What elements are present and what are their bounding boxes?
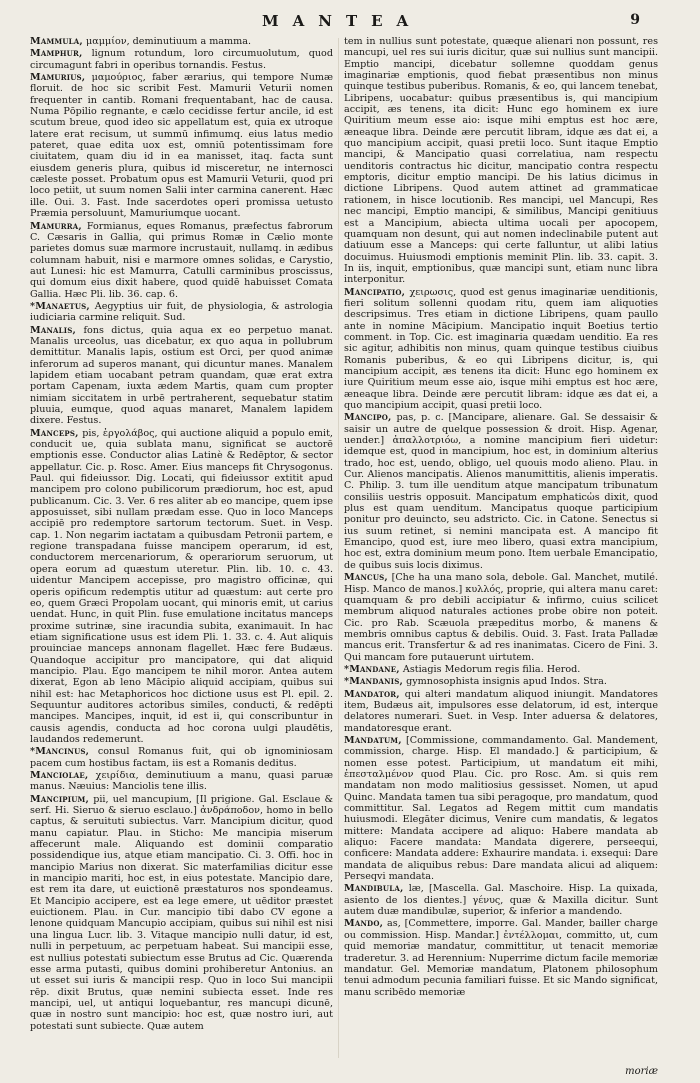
entry-headword: Mammula, xyxy=(30,36,83,47)
dictionary-entry xyxy=(30,48,333,71)
entry-text: lignum rotundum, loro circumuolutum, quod circumagunt fabri in operibus tornandis. Festus. xyxy=(30,48,333,71)
entry-headword: Mamurra, xyxy=(30,220,82,232)
entry-headword: Mandatum, xyxy=(344,734,402,746)
entry-text: læ, [Mascella. Gal. Maschoire. Hisp. La quixada, asiento de los dientes.] γένυς, quæ & Maxilla dicitur. Sunt autem duæ mandibulæ, superior, & inferior a mandendo. xyxy=(344,883,658,918)
dictionary-entry xyxy=(344,676,658,687)
entry-text: as, [Commettere, imporre. Gal. Mander, bailler charge ou commission. Hisp. Mandar.] ἐντέλλομαι, committo, ut, cum quid memoriæ mandatur, committitur, ut tenacit memoriæ traderetur. 3. ad Herennium: Nuperrime dictum facile memoriæ mandatur. Gel. Memoriæ mandatum, Platonem philosophum tenui admodum pecunia familiari fuisse. Et sic Mando significat, manu scribēdo memoriæ xyxy=(344,918,658,998)
dictionary-entry xyxy=(30,301,333,324)
dictionary-entry xyxy=(30,428,333,746)
entry-headword: Mamurius, xyxy=(30,72,86,84)
entry-text: Astiagis Medorum regis filia. Herod. xyxy=(402,663,581,675)
entry-text: gymnosophista insignis apud Indos. Stra. xyxy=(406,676,607,688)
entry-headword: Manciolae, xyxy=(30,770,89,781)
catchword: moriæ xyxy=(625,1066,658,1077)
entry-text: [Che ha una mano sola, debole. Gal. Manchet, mutilé. Hisp. Manco de manos.] κυλλός, proprie, qui altera manu caret: quamquam & pro debili accipiatur & infirmo, cuius scilicet membrum aliquod naturales actiones probe obire non poteit. Cic. pro Rab. Scæuola præpeditus morbo, & manens & membris omnibus captus & debilis. Ouid. 3. Fast. Irata Palladæ mancus erit. Transfertur & ad res inanimatas. Cicero de Fini. 3. Qui mancam fore putauerunt uirtutem. xyxy=(344,572,658,663)
entry-text: μαμούριος, faber ærarius, qui tempore Numæ floruit. de hoc sic scribit Fest. Mamurii Veturii nomen frequenter in cantib. Romani frequentabant, hac de causa. Numa Pōpilio regnante, e cælo cecidisse fertur ancile, id est scutum breue, quod ideo sic appellatum est, quia ex utroque latere erat recisum, ut summū infimumq. eius latus medio pateret, quae edita uox est, omniū potentissimam fore ciuitatem, quam diu id in ea manisset, itaq. facta sunt eiusdem generis plura, quibus id misceretur, ne internosci cæleste posset. Probatum opus est Mamurii Veturii, quod pri loco petiit, ut suum nomen Salii inter carmina canerent. Hæc ille. Oui. 3. Fast. Inde sacerdotes operi promissa uetusto Præmia persoluunt, Mamuriumque uocant. xyxy=(30,72,333,220)
dictionary-entry xyxy=(344,287,658,412)
dictionary-entry xyxy=(30,36,333,47)
dictionary-entry xyxy=(30,325,333,427)
entry-headword: Mandibula, xyxy=(344,883,404,895)
entry-text: qui alteri mandatum aliquod iniungit. Mandatores item, Budæus ait, impulsores esse delatorum, id est, interque delatores numerari. Suet. in Vesp. Inter aduersa & delatores, mandatoresque erant. xyxy=(344,688,658,734)
entry-text: Aegyptius uir fuit, de physiologia, & astrologia iudiciaria carmine reliquit. Sud. xyxy=(30,300,333,324)
entry-headword: *Mandane, xyxy=(344,663,400,675)
dictionary-entry xyxy=(30,770,333,793)
entry-text: pii, uel mancupium, [Il prigione. Gal. Esclaue & serf. Hi. Sieruo & sieruo esclauo.] ἀνδράποδον, homo in bello captus, & seruituti subiectus. Varr. Mancipium dicitur, quod manu capiatur. Plau. in Sticho: Me mancipia miserum affecerunt male. Aliquando est dominii comparatio possidendique ius, atque etiam mancipatio. Ci. 3. Offi. hoc in mancipio Marius non dixerat. Sic materfamilias dicitur esse in mancipio mariti, hoc est, in eius potestate. Mancipio dare, est rem ita dare, ut euictionē præstaturos nos spondeamus. Et Mancipio accipere, est ea lege emere, ut uēditor præstet euictionem. Plau. in Cur. mancipio tibi dabo CV egone a lenone quidquam Mancupio accipiam, quibus sui nihil est nisi una lingua Lucr. lib. 3. Vitaque mancipio nulli datur, id est, nulli in perpetuum, ac perpetuam habeat. Sui mancipii esse, est nullius potestati subiectum esse Brutus ad Cic. Quærenda esse arma putasti, quibus domini prohiberetur Antonius. an ut esset sui iuris & mancipii resp. Quo in loco Sui mancipii rēp. dixit Brutus, quæ nemini subiecta esset. Inde res mancipi, uel, ut antiqui loquebantur, res mancupi dicunē, quæ in nostro sunt mancipio: hoc est, quæ nostro iuri, aut potestati sunt subiecte. Quæ autem xyxy=(30,793,333,1032)
entry-text: μαμμίον, deminutiuum a mamma. xyxy=(86,36,251,47)
entry-headword: Mancus, xyxy=(344,572,388,584)
entry-text: tem in nullius sunt potestate, quæque alienari non possunt, res mancupi, uel res sui iuris dicitur, quæ sui nullius sunt mancipii. Emptio mancipi, dicebatur sollemne quoddam genus imaginariæ emptionis, quod fiebat præsentibus non minus quinque testibus puberibus. Romanis, & eo, qui lancem tenebat, Libripens, uocabatur: quibus præsentibus is, qui mancipium accipit, æs tenens, ita dicit: Hunc ego hominem ex iure Quiritium meum esse aio: isque mihi emptus est hoc ære, æneaque libra. Deinde ære percutit libram, idque æs dat ei, a quo mancipium accipit, quasi pretii loco. Sunt itaque Emptio mancipi, & Mancipatio quasi correlatiua, nam respectu uenditoris contractus hic dicitur, mancipatio contra respectu emptoris, dicitur emptio mancipi. De his latius dicimus in dictione Libripens. Quod autem attinet ad grammaticae rationem, in hisce locutionib. Res mancipi, uel Mancupi, Res nec mancipi, Emptio mancipi, & similibus, Mancipi genitiuus est a Mancipium, abiecta ultima uocali per apocopem, quamquam non desunt, qui aut nomen indeclinabile putent aut datiuum esse a Manceps: qui certe falluntur, ut alibi latius docuimus. Huiusmodi emptionis meminit Plin. lib. 33. capit. 3. In iis, inquit, emptionibus, quæ mancipi sunt, etiam nunc libra interponitur. xyxy=(344,36,658,286)
page-number: 9 xyxy=(630,12,640,28)
dictionary-entry xyxy=(344,664,658,675)
left-column xyxy=(30,36,333,1066)
entry-headword: Mando, xyxy=(344,918,384,930)
entry-headword: Mandator, xyxy=(344,688,400,700)
entry-headword: Manceps, xyxy=(30,427,79,439)
entry-text: Formianus, eques Romanus, præfectus fabrorum C. Cæsaris in Gallia, qui primus Romæ in Cælio monte parietes domus suæ marmore incrustauit, nullamq. in ædibus columnam habuit, nisi e marmore omnes solidas, e Carystio, aut Lunesi: hic est Mamurra, Catulli carminibus proscissus, qui domum eius dixit habere, quod quidē habuisset Comata Gallia. Hæc Pli. lib. 36. cap. 6. xyxy=(30,220,333,300)
dictionary-entry xyxy=(30,72,333,219)
dictionary-entry xyxy=(30,221,333,300)
entry-text: pas, p. c. [Mancipare, alienare. Gal. Se dessaisir & saisir un autre de quelque possession & droit. Hisp. Agenar, uender.] ἀπαλλοτριόω, a nomine mancipium fieri uidetur: idemque est, quod in mancipium, hoc est, in dominium alterius trado, hoc est, uendo, obligo, uel quouis modo alieno. Plau. in Cur. Alienos mancipatis. Alienos manumittitis, alienis imperatis. C. Philip. 3. tum ille uenditum atque mancipatum tribunatum consiliis uestris opposuit. Mancipatum emphaticὠs dixit, quod plus est quam uenditum. Mancipatus quoque participium ponitur pro deuincto, seu adstricto. Cic. in Catone. Senectus si ius suum retinet, si nemini mancipata est. A mancipo fit Emancipo, quod est, iure meo libero, quasi extra mancipium, hoc est, extra dominium meum pono. Item uerbale Emancipatio, de quibus suis locis diximus. xyxy=(344,412,658,571)
page-header xyxy=(0,6,700,34)
dictionary-entry xyxy=(344,735,658,882)
dictionary-entry xyxy=(344,412,658,571)
right-column xyxy=(344,36,658,1066)
entry-text: fons dictus, quia aqua ex eo perpetuo manat. Manalis urceolus, uas dicebatur, ex quo aqua in pollubrum demittitur. Manalis lapis, ostium est Orci, per quod animæ inferorum ad superos manant, qui dicuntur manes. Manalem lapidem etiam uocabant petram quandam, quæ erat extra portam Capenam, iuxta ædem Martis, quam cum propter nimiam siccitatem in urbē pertraherent, sequebatur statim pluuia, eumque, quod aquas manaret, Manalem lapidem dixere. Festus. xyxy=(30,324,333,427)
dictionary-entry xyxy=(344,572,658,663)
dictionary-entry xyxy=(30,746,333,769)
dictionary-entry xyxy=(30,794,333,1032)
column-gutter xyxy=(338,38,339,1058)
entry-headword: Mamphur, xyxy=(30,48,83,60)
entry-headword: *Mandanis, xyxy=(344,676,404,688)
running-head: MANTEA xyxy=(262,12,423,30)
dictionary-entry xyxy=(344,689,658,734)
dictionary-entry xyxy=(344,918,658,997)
entry-text: χειρίδια, deminutiuum a manu, quasi paruæ manus. Næuius: Manciolis tene illis. xyxy=(30,770,333,793)
entry-headword: Mancipo, xyxy=(344,412,392,424)
entry-text: χειρωσις, quod est genus imaginariæ uenditionis, fieri solitum sollenni quodam ritu, quem iam aliquoties descripsimus. Tres etiam in dictione Libripens, quam paullo ante in nomine Mācipium. Mancipatio inquit Boetius tertio comment. in Top. Cic. est imaginaria quædam uenditio. Ea res sic agitur, adhibitis non minus, quam quinque testibus ciuibus Romanis puberibus, & eo qui Libripens dicitur, is, qui mancipium accipit, æs tenens ita dicit: Hunc ego hominem ex iure Quiritium meum esse aio, isque mihi emptus est hoc ære, æneaque libra. Deinde ære percutit libram: idque æs dat ei, a quo mancipium accipit, quasi pretii loco. xyxy=(344,286,658,411)
entry-headword: Mancipatio, xyxy=(344,286,406,298)
entry-text: [Commissione, commandamento. Gal. Mandement, commission, charge. Hisp. El mandado.] & participium, & nomen esse potest. Participium, ut mandatum eit mihi, ἐπεσταλμένον quod Plau. Cic. pro Rosc. Am. si quis rem mandatam non modo malitiosius gessisset. Nomen, ut apud Quinc. Mandata tamen tua sibi peragoque, pro mandatum, quod committitur. Sal. Legatos ad Regem mittit cum mandatis huiusmodi. Elegāter dicimus, Venire cum mandatis, & legatos mittere: Mandata accipere ad aliquo: Habere mandata ab aliquo: Facere mandata: Mandata digerere, perseequi, conficere: Mandata addere: Exhaurire mandata. i. exsequi: Dare mandata de aliquibus rebus: Dare mandata alicui ad aliquem: Perseqvi mandata. xyxy=(344,734,658,883)
dictionary-entry xyxy=(344,36,658,286)
entry-headword: *Mancinus, xyxy=(30,746,90,758)
entry-headword: Mancipium, xyxy=(30,793,90,805)
entry-text: consul Romanus fuit, qui ob ignominiosam pacem cum hostibus factam, iis est a Romanis deditus. xyxy=(30,746,333,769)
entry-headword: *Manaetus, xyxy=(30,300,90,312)
entry-text: pis, ἐργολάβος, qui auctione aliquid a populo emit, conducit ue, quia sublata manu, significat se auctorē emptionis esse. Conductor alias Latinè & Redēptor, & sector appellatur. Cic. p. Rosc. Amer. Eius manceps fit Chrysogonus. Paul. qui fideiussor. Dig. Locati, qui fideiussor extitit apud mancipem pro colono pubilicorum prædiorum, hoc est, apud publicanum. Cic. 3. Ver. 6 res aliter ab eo mancipe, quem ipse apposuisset, sibi nullam prædam esse. Quo in loco Manceps accipiē pro redemptore sartorum tectorum. Suet. in Vesp. cap. 1. Non negarim iactatam a quibusdam Petronii partem, e regione transpadana fuisse mancipem operarum, id est, conductorem mercenariorum, & operariorum seruorum, ut opera eorum ad quæstum uteretur. Plin. lib. 10. c. 43. uidentur Mancipem accepisse, pro magistro officinæ, qui operis opificum redemptis utitur ad quæstum: aut certe pro eo, quem Græci Propolam uocant, qui minoris emit, ut carius uendat. Hunc, in quit Plin. fuse emulatione incitatus manceps proxime sutrinæ, sine iracundia subita, exanimauit. In hac etiam significatione usus est idem Pli. 1. 33. c. 4. Aut aliquis prouinciae manceps annonam flagellet. Hæc fere Budæus. Quandoque accipitur pro mancipatore, qui dat aliquid mancipio. Plau. Ego mancipem te nihil moror. Antea autem dixerat, Egon ab leno Mācipio aliquid accipiam, quibus sui nihil est: hac Metaphoricos hoc dictione usus est Pl. epil. 2. Sequuntur auditores actoribus similes, conducti, & redēpti mancipes. Mancipes, inquit, id est ii, qui conscribuntur in causis agendis, conducta ad hoc corona uulgi plaudētis, laudandos redemerunt. xyxy=(30,427,333,745)
dictionary-entry xyxy=(344,883,658,917)
entry-headword: Manalis, xyxy=(30,324,77,336)
